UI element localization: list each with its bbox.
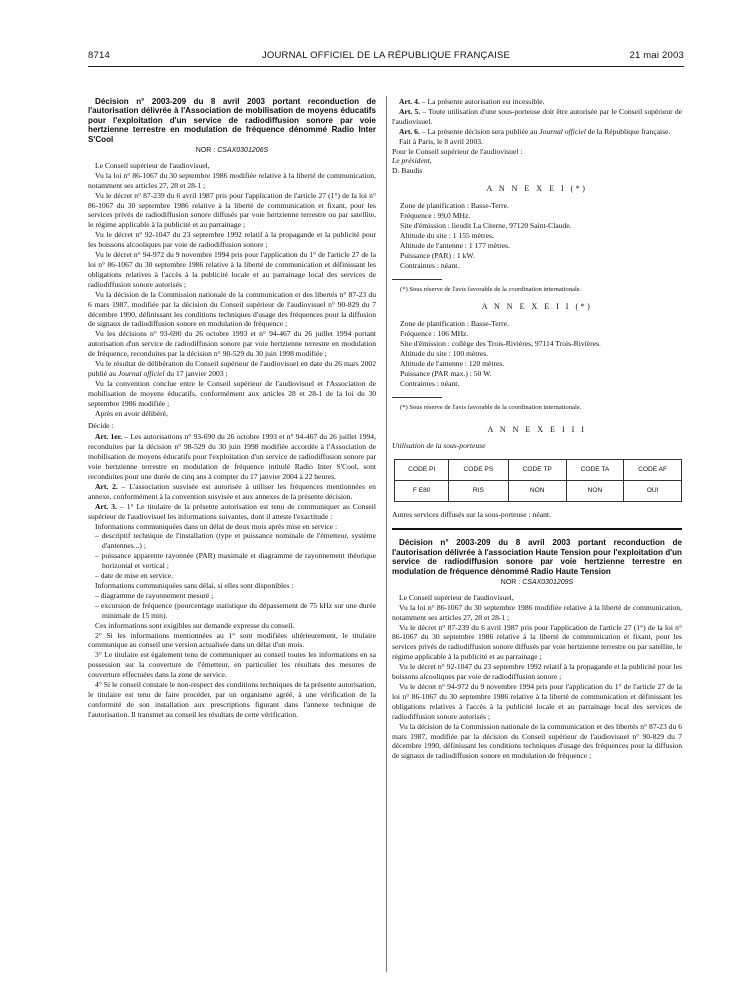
- paragraph: 4° Si le conseil constate le non-respect des conditions techniques de la présente autorisation, le titulaire est tenu de faire procéder, par un organisme agréé, à une vérification de la conformité de son installation aux prescriptions figurant dans l'annexe technique de l'autorisation. Il transmet au conseil les résultats de cette vérification.: [88, 680, 376, 719]
- paragraph: Informations communiquées sans délai, si elles sont disponibles :: [95, 581, 294, 590]
- signature-name: D. Baudis: [392, 166, 423, 176]
- page-number: 8714: [88, 50, 110, 61]
- nor-reference: NOR : CSAX0301209S: [500, 578, 574, 586]
- article-4: Art. 4. – La présente autorisation est incessible.: [399, 97, 545, 106]
- list-item: – diagramme de rayonnement mesuré ;: [95, 590, 214, 600]
- paragraph: Le Conseil supérieur de l'audiovisuel,: [399, 592, 514, 602]
- paragraph: Vu la convention conclue entre le Conseil supérieur de l'audiovisuel et l'Association de mobilisation de moyens éducatifs, conformément aux articles 28 et 28-1 de la loi du 30 septembre 1986 modifiée ;: [88, 378, 376, 408]
- signature-role: Le président,: [392, 156, 432, 166]
- left-column: [88, 97, 376, 720]
- paragraph: 3° Le titulaire est également tenu de communiquer au conseil toutes les informations en sa possession sur la couverture de l'émetteur, en particulier les résultats des mesures de couverture effectuées dans la zone de service.: [88, 650, 376, 680]
- list-item: – excursion de fréquence (pourcentage statistique du dépassement de 75 kHz sur une durée minimale de 15 min).: [95, 600, 376, 620]
- list-item: – date de mise en service.: [95, 571, 174, 581]
- journal-title: JOURNAL OFFICIEL DE LA RÉPUBLIQUE FRANÇAISE: [261, 50, 511, 61]
- table-row: F E80 RIS NON NON OUI: [395, 481, 682, 502]
- nor-reference: NOR : CSAX0301206S: [195, 147, 269, 155]
- article-2: Art. 2. – L'association susvisée est autorisée à utiliser les fréquences mentionnées en annexe, conformément à la convention susvisée et aux annexes de la présente décision.: [88, 481, 376, 501]
- paragraph: Vu les décisions n° 93-690 du 26 octobre 1993 et n° 94-467 du 26 juillet 1994 portant autorisation d'un service de radiodiffusion sonore par voie hertzienne terrestre en modulation de fréquence, reconduites par la décision n° 98-529 du 30 juin 1998 modifiée ;: [88, 329, 376, 359]
- list-item: – puissance apparente rayonnée (PAR) maximale et diagramme de rayonnement théorique horizontal et vertical ;: [95, 551, 376, 571]
- right-column: [392, 97, 682, 761]
- footnote: (*) Sous réserve de l'avis favorable de la coordination internationale.: [400, 403, 582, 411]
- paragraph: Vu la loi n° 86-1067 du 30 septembre 1986 modifiée relative à la liberté de communication, notamment ses articles 27, 28 et 28-1 ;: [392, 602, 682, 622]
- paragraph: Vu le décret n° 87-239 du 6 avril 1987 pris pour l'application de l'article 27 (1°) de la loi n° 86-1067 du 30 septembre 1986 relative à la liberté de communication et fixant, pour les services privés de radiodiffusion sonore diffusés par voie hertzienne terrestre ou par satellite, le régime applicable à la publicité et au parrainage ;: [88, 190, 376, 230]
- paragraph: Le Conseil supérieur de l'audiovisuel,: [95, 160, 210, 170]
- paragraph: Vu le résultat de délibération du Conseil supérieur de l'audiovisuel en date du 26 mars 2002 publié au Journal officiel du 17 janvier 2003 ;: [88, 359, 376, 378]
- paragraph: Vu le décret n° 92-1047 du 23 septembre 1992 relatif à la propagande et la publicité pour les boissons alcooliques par voie de radiodiffusion sonore ;: [392, 662, 682, 682]
- paragraph: Vu le décret n° 94-972 du 9 novembre 1994 pris pour l'application du 1° de l'article 27 de la loi n° 86-1067 du 30 septembre 1986 relative à la liberté de communication et définissant les obligations relatives à l'accès à la publicité locale et au parrainage local des services de radiodiffusion sonore autorisés ;: [88, 250, 376, 289]
- paragraph: Ces informations sont exigibles sur demande expresse du conseil.: [95, 620, 295, 630]
- footnote: (*) Sous réserve de l'avis favorable de la coordination internationale.: [400, 285, 582, 293]
- page-header: [88, 50, 684, 64]
- table-header-row: CODE PI CODE PS CODE TP CODE TA CODE AF: [395, 460, 682, 481]
- annex-3-other-services: Autres services diffusés sur la sous-porteuse : néant.: [392, 510, 551, 520]
- annex-1-title: A N N E X E I (*): [486, 184, 588, 194]
- paragraph: Vu le décret n° 92-1047 du 23 septembre 1992 relatif à la propagande et la publicité pour les boissons alcooliques par voie de radiodiffusion sonore ;: [88, 230, 376, 250]
- footnote-rule: [392, 279, 442, 280]
- done-at: Fait à Paris, le 8 avril 2003.: [399, 136, 483, 146]
- article-5: Art. 5. – Toute utilisation d'une sous-porteuse doit être autorisée par le Conseil supérieur de l'audiovisuel.: [392, 106, 682, 126]
- paragraph: Vu la décision de la Commission nationale de la communication et des libertés n° 87-23 du 6 mars 1987, modifiée par la décision du Conseil supérieur de l'audiovisuel n° 90-829 du 7 décembre 1990, définissant les conditions techniques d'usage des fréquences pour la diffusion de signaux de radiodiffusion sonore en modulation de fréquence ;: [88, 289, 376, 329]
- issue-date: 21 mai 2003: [629, 50, 684, 61]
- article-1: Art. 1er. – Les autorisations n° 93-690 du 26 octobre 1993 et n° 94-467 du 26 juillet 1994, reconduites par la décision n° 98-529 du 30 juin 1998 modifiée accordée à l'Association de mobilisation de moyens éducatifs pour l'exploitation d'un service de radiodiffusion sonore par voie hertzienne terrestre en modulation de fréquence intitulé Radio Inter S'Cool, sont reconduites pour une durée de cinq ans à compter du 17 janvier 2004 à 22 heures.: [88, 432, 376, 482]
- paragraph: Après en avoir délibéré,: [95, 408, 168, 418]
- decision-title: Décision n° 2003-209 du 8 avril 2003 portant reconduction de l'autorisation délivrée à l'association Haute Tension pour l'exploitation d'un service de radiodiffusion sonore par voie hertzienne terrestre en modulation de fréquence dénommé Radio Haute Tension: [392, 538, 682, 576]
- annex-3-subtitle: Utilisation de la sous-porteuse: [392, 441, 486, 451]
- column-divider: [386, 96, 387, 972]
- signature-line: Pour le Conseil supérieur de l'audiovisuel :: [392, 146, 523, 156]
- list-item: – descriptif technique de l'installation (type et puissance nominale de l'émetteur, système d'antennes...) ;: [95, 531, 376, 551]
- paragraph: Vu le décret n° 94-972 du 9 novembre 1994 pris pour l'application du 1° de l'article 27 de la loi n° 86-1067 du 30 septembre 1986 relative à la liberté de communication et définissant les obligations relatives à l'accès à la publicité locale et au parrainage local des services de radiodiffusion sonore autorisés ;: [392, 681, 682, 721]
- annex-3-title: A N N E X E I I I: [487, 424, 587, 434]
- footnote-rule: [392, 397, 442, 398]
- subcarrier-table: [394, 459, 682, 502]
- annex-2-details: Zone de planification : Basse-Terre. Fréquence : 106 MHz. Site d'émission : collège des Trois-Rivières, 97114 Trois-Rivières. Altitude du site : 100 mètres. Altitude de l'antenne : 120 mètres. Puissance (PAR max.) : 50 W. Contraintes : néant.: [400, 319, 601, 388]
- section-separator: [392, 528, 682, 530]
- annex-1-details: Zone de planification : Basse-Terre. Fréquence : 99,0 MHz. Site d'émission : lieudit La Citerne, 97120 Saint-Claude. Altitude du site : 1 155 mètres. Altitude de l'antenne : 1 177 mètres. Puissance (PAR) : 1 kW. Contraintes : néant.: [400, 201, 572, 270]
- decision-title: Décision n° 2003-209 du 8 avril 2003 portant reconduction de l'autorisation délivrée à l'Association de mobilisation de moyens éducatifs pour l'exploitation d'un service de radiodiffusion sonore par voie hertzienne terrestre en modulation de fréquence dénommé Radio Inter S'Cool: [88, 97, 376, 144]
- header-rule: [88, 66, 684, 67]
- article-6: Art. 6. – La présente décision sera publiée au Journal officiel de la République française.: [399, 126, 671, 136]
- paragraph: Vu la loi n° 86-1067 du 30 septembre 1986 modifiée relative à la liberté de communication, notamment ses articles 27, 28 et 28-1 ;: [88, 170, 376, 190]
- decide-heading: Décide :: [88, 420, 114, 430]
- paragraph: Vu le décret n° 87-239 du 6 avril 1987 pris pour l'application de l'article 27 (1°) de la loi n° 86-1067 du 30 septembre 1986 relative à la liberté de communication et fixant, pour les services privés de radiodiffusion sonore diffusés par voie hertzienne terrestre ou par satellite, le régime applicable à la publicité et au parrainage ;: [392, 622, 682, 662]
- paragraph: Vu la décision de la Commission nationale de la communication et des libertés n° 87-23 du 6 mars 1987, modifiée par la décision du Conseil supérieur de l'audiovisuel n° 90-829 du 7 décembre 1990, définissant les conditions techniques d'usage des fréquences pour la diffusion de signaux de radiodiffusion sonore en modulation de fréquence ;: [392, 721, 682, 761]
- annex-2-title: A N N E X E I I (*): [481, 302, 593, 312]
- paragraph: 2° Si les informations mentionnées au 1° sont modifiées ultérieurement, le titulaire communique au conseil une version actualisée dans un délai d'un mois.: [88, 630, 376, 650]
- paragraph: Informations communiquées dans un délai de deux mois après mise en service :: [95, 521, 338, 531]
- article-3: Art. 3. – 1° Le titulaire de la présente autorisation est tenu de communiquer au Conseil supérieur de l'audiovisuel les informations suivantes, dont il atteste l'exactitude :: [88, 501, 376, 521]
